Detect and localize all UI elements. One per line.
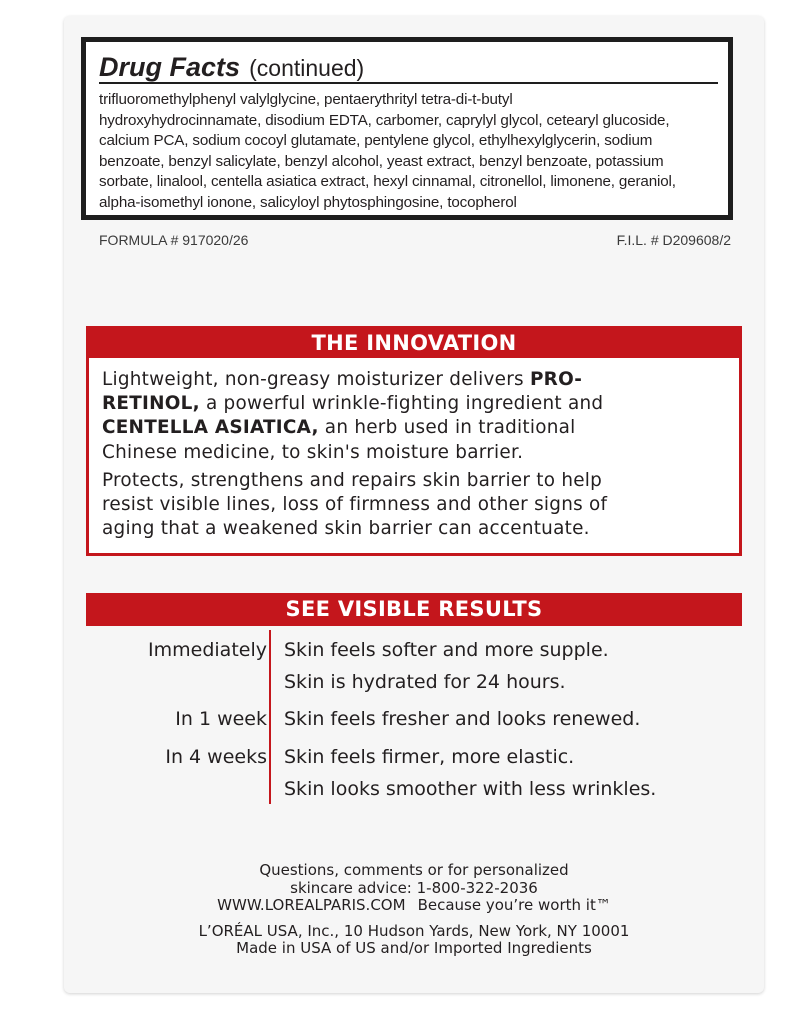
result-line: Skin looks smoother with less wrinkles. bbox=[284, 778, 657, 800]
innovation-line: aging that a weakened skin barrier can accentuate. bbox=[102, 518, 590, 540]
ingredient-line: trifluoromethylphenyl valylglycine, pentaerythrityl tetra-di-t-butyl bbox=[99, 91, 513, 108]
footer bbox=[64, 862, 764, 958]
innovation-line: resist visible lines, loss of firmness and other signs of bbox=[102, 494, 608, 516]
innovation-line: Chinese medicine, to skin's moisture barrier. bbox=[102, 441, 524, 463]
ingredients-list bbox=[99, 90, 722, 214]
result-line: Skin feels softer and more supple. bbox=[284, 639, 609, 661]
fil-number: F.I.L. # D209608/2 bbox=[616, 232, 731, 248]
drug-facts-box bbox=[81, 37, 733, 220]
text-span: Lightweight, non-greasy moisturizer delivers bbox=[102, 369, 530, 390]
footer-phone: skincare advice: 1-800-322-2036 bbox=[290, 878, 538, 897]
drug-facts-title: Drug Facts bbox=[99, 52, 241, 82]
results-heading: SEE VISIBLE RESULTS bbox=[86, 593, 742, 626]
innovation-box bbox=[86, 326, 742, 556]
centella-bold: CENTELLA ASIATICA, bbox=[102, 417, 319, 439]
result-line: Skin is hydrated for 24 hours. bbox=[284, 671, 566, 693]
footer-questions: Questions, comments or for personalized bbox=[259, 861, 569, 879]
website-link[interactable]: WWW.LOREALPARIS.COM bbox=[217, 896, 406, 915]
innovation-line bbox=[102, 392, 729, 416]
text-span: an herb used in traditional bbox=[318, 417, 576, 439]
ingredient-line: sorbate, linalool, centella asiatica extract, hexyl cinnamal, citronellol, limonene, geraniol, bbox=[99, 173, 676, 191]
result-line: Skin feels firmer, more elastic. bbox=[284, 746, 575, 768]
result-label-1-week: In 1 week bbox=[175, 708, 267, 730]
tagline: Because you’re worth it™ bbox=[417, 896, 611, 915]
ingredient-line: alpha-isomethyl ionone, salicyloyl phytosphingosine, tocopherol bbox=[99, 193, 517, 211]
result-line: Skin feels fresher and looks renewed. bbox=[284, 708, 641, 730]
retinol-bold: RETINOL, bbox=[102, 393, 200, 415]
innovation-heading: THE INNOVATION bbox=[89, 329, 739, 358]
pro-retinol-bold: PRO- bbox=[529, 369, 583, 390]
innovation-line: Protects, strengthens and repairs skin barrier to help bbox=[102, 469, 603, 491]
result-label-immediately: Immediately bbox=[148, 639, 267, 661]
ingredient-line: calcium PCA, sodium cocoyl glutamate, pentylene glycol, ethylhexylglycerin, sodium bbox=[99, 132, 653, 150]
drug-facts-header bbox=[99, 52, 718, 84]
formula-row bbox=[99, 232, 731, 252]
innovation-line bbox=[102, 368, 729, 392]
results-divider bbox=[269, 630, 271, 804]
ingredient-line: hydroxyhydrocinnamate, disodium EDTA, carbomer, caprylyl glycol, cetearyl glucoside, bbox=[99, 111, 670, 129]
formula-number: FORMULA # 917020/26 bbox=[99, 232, 249, 248]
ingredient-line: benzoate, benzyl salicylate, benzyl alcohol, yeast extract, benzyl benzoate, potassium bbox=[99, 152, 664, 170]
drug-facts-continued: (continued) bbox=[249, 55, 365, 81]
innovation-text bbox=[102, 368, 729, 541]
innovation-line bbox=[102, 416, 729, 440]
result-label-4-weeks: In 4 weeks bbox=[165, 746, 267, 768]
footer-web-row bbox=[64, 897, 764, 915]
footer-address: L’ORÉAL USA, Inc., 10 Hudson Yards, New York, NY 10001 bbox=[198, 921, 630, 940]
text-span: a powerful wrinkle-fighting ingredient and bbox=[199, 393, 604, 415]
package-panel bbox=[64, 16, 764, 993]
footer-origin: Made in USA of US and/or Imported Ingredients bbox=[236, 939, 592, 958]
